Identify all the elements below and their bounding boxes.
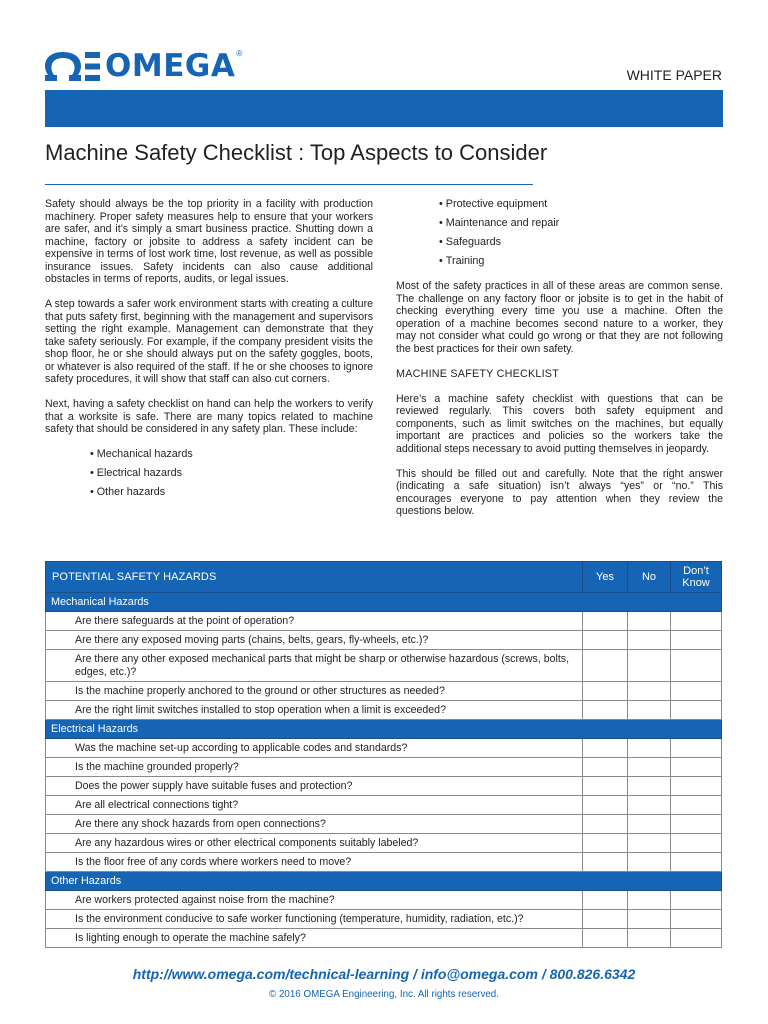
table-header-yes: Yes (583, 562, 628, 593)
left-column (45, 198, 373, 511)
table-header-no: No (628, 562, 671, 593)
question-text: Are there any other exposed mechanical parts that might be sharp or otherwise hazardous (screws, bolts, edges, etc.)? (46, 650, 583, 682)
answer-no-cell[interactable] (628, 682, 671, 701)
answer-no-cell[interactable] (628, 929, 671, 948)
answer-dont-know-cell[interactable] (671, 834, 722, 853)
topic-list (45, 448, 373, 499)
answer-dont-know-cell[interactable] (671, 891, 722, 910)
question-text: Is lighting enough to operate the machine safely? (46, 929, 583, 948)
question-text: Are there any exposed moving parts (chains, belts, gears, fly-wheels, etc.)? (46, 631, 583, 650)
answer-dont-know-cell[interactable] (671, 631, 722, 650)
list-item: • Protective equipment (439, 198, 723, 211)
answer-no-cell[interactable] (628, 739, 671, 758)
answer-yes-cell[interactable] (583, 758, 628, 777)
logo-wordmark: OMEGA (105, 48, 236, 84)
list-item: • Other hazards (90, 486, 373, 499)
question-text: Does the power supply have suitable fuses and protection? (46, 777, 583, 796)
section-row-other: Other Hazards (46, 872, 722, 891)
question-text: Are any hazardous wires or other electrical components suitably labeled? (46, 834, 583, 853)
answer-dont-know-cell[interactable] (671, 701, 722, 720)
answer-yes-cell[interactable] (583, 682, 628, 701)
answer-yes-cell[interactable] (583, 891, 628, 910)
question-text: Is the environment conducive to safe worker functioning (temperature, humidity, radiation, etc.)? (46, 910, 583, 929)
answer-yes-cell[interactable] (583, 910, 628, 929)
answer-no-cell[interactable] (628, 650, 671, 682)
practices-paragraph: Most of the safety practices in all of these areas are common sense. The challenge on any factory floor or jobsite is to get in the habit of checking everything every time you use a machine. Often the operation of a machine becomes second nature to a worker, they may not consider what could go wrong or that they are not following the best practices for their own safety. (396, 280, 723, 355)
fill-out-paragraph: This should be filled out and carefully. Note that the right answer (indicating a safe situation) isn’t always “yes” or “no.” This encourages everyone to pay attention when they review the questions below. (396, 467, 723, 517)
answer-dont-know-cell[interactable] (671, 853, 722, 872)
answer-no-cell[interactable] (628, 701, 671, 720)
question-text: Is the floor free of any cords where workers need to move? (46, 853, 583, 872)
table-header-dont-know: Don’t Know (671, 562, 722, 593)
answer-yes-cell[interactable] (583, 929, 628, 948)
section-heading: MACHINE SAFETY CHECKLIST (396, 367, 559, 380)
answer-no-cell[interactable] (628, 834, 671, 853)
doc-type-label: WHITE PAPER (626, 67, 722, 83)
answer-yes-cell[interactable] (583, 834, 628, 853)
question-text: Are all electrical connections tight? (46, 796, 583, 815)
list-item: • Mechanical hazards (90, 448, 373, 461)
question-text: Are the right limit switches installed to stop operation when a limit is exceeded? (46, 701, 583, 720)
footer-copyright: © 2016 OMEGA Engineering, Inc. All rights reserved. (269, 989, 499, 1000)
question-text: Are workers protected against noise from the machine? (46, 891, 583, 910)
answer-no-cell[interactable] (628, 815, 671, 834)
checklist-description-paragraph: Here’s a machine safety checklist with questions that can be reviewed regularly. This covers both safety equipment and components, such as limit switches on the machines, but equally important are practices and policies so the workers take the additional steps necessary to avoid putting themselves in jeopardy. (396, 392, 723, 455)
answer-dont-know-cell[interactable] (671, 815, 722, 834)
question-text: Are there any shock hazards from open connections? (46, 815, 583, 834)
page-title: Machine Safety Checklist : Top Aspects to Consider (45, 140, 548, 165)
right-column (396, 198, 723, 530)
list-item: • Electrical hazards (90, 467, 373, 480)
answer-yes-cell[interactable] (583, 853, 628, 872)
table-header-hazards: POTENTIAL SAFETY HAZARDS (46, 562, 583, 593)
answer-dont-know-cell[interactable] (671, 796, 722, 815)
answer-dont-know-cell[interactable] (671, 777, 722, 796)
question-text: Are there safeguards at the point of operation? (46, 612, 583, 631)
intro-paragraph: Safety should always be the top priority in a facility with production machinery. Proper safety measures help to ensure that your workers are safer, and it’s simply a smart business practice. Shutting down a machine, factory or jobsite to address a safety incident can be expensive in terms of lost work time, lost revenue, as well as possible insurance issues. Safety incidents can also cause additional obstacles in terms of reports, audits, or legal issues. (45, 198, 373, 285)
question-text: Is the machine grounded properly? (46, 758, 583, 777)
answer-no-cell[interactable] (628, 631, 671, 650)
culture-paragraph: A step towards a safer work environment starts with creating a culture that puts safety first, beginning with the management and supervisors setting the right example. Management can demonstrate that they take safety seriously. For example, if the company president visits the shop floor, he or she should always put on the safety goggles, boots, or whatever is also required of the staff. If he or she chooses to ignore safety procedures, it will show that staff can also cut corners. (45, 298, 373, 385)
answer-yes-cell[interactable] (583, 796, 628, 815)
question-text: Is the machine properly anchored to the ground or other structures as needed? (46, 682, 583, 701)
answer-no-cell[interactable] (628, 612, 671, 631)
answer-dont-know-cell[interactable] (671, 758, 722, 777)
answer-dont-know-cell[interactable] (671, 739, 722, 758)
header-band (45, 90, 723, 127)
safety-checklist-table (45, 561, 722, 948)
answer-yes-cell[interactable] (583, 650, 628, 682)
answer-dont-know-cell[interactable] (671, 910, 722, 929)
list-item: • Maintenance and repair (439, 217, 723, 230)
section-row-electrical: Electrical Hazards (46, 720, 722, 739)
answer-no-cell[interactable] (628, 758, 671, 777)
footer-contact-links[interactable]: http://www.omega.com/technical-learning / info@omega.com / 800.826.6342 (132, 966, 636, 982)
list-item: • Training (439, 255, 723, 268)
topic-list-continued (396, 198, 723, 268)
answer-dont-know-cell[interactable] (671, 929, 722, 948)
answer-yes-cell[interactable] (583, 739, 628, 758)
list-item: • Safeguards (439, 236, 723, 249)
answer-no-cell[interactable] (628, 910, 671, 929)
answer-no-cell[interactable] (628, 796, 671, 815)
omega-logo (45, 49, 242, 83)
answer-yes-cell[interactable] (583, 777, 628, 796)
logo-registered-mark: ® (236, 49, 243, 58)
answer-yes-cell[interactable] (583, 631, 628, 650)
answer-yes-cell[interactable] (583, 815, 628, 834)
question-text: Was the machine set-up according to applicable codes and standards? (46, 739, 583, 758)
answer-no-cell[interactable] (628, 777, 671, 796)
section-row-mechanical: Mechanical Hazards (46, 593, 722, 612)
answer-no-cell[interactable] (628, 853, 671, 872)
title-divider (45, 184, 533, 185)
answer-yes-cell[interactable] (583, 612, 628, 631)
answer-dont-know-cell[interactable] (671, 650, 722, 682)
answer-dont-know-cell[interactable] (671, 682, 722, 701)
answer-yes-cell[interactable] (583, 701, 628, 720)
answer-dont-know-cell[interactable] (671, 612, 722, 631)
omega-logo-icon (45, 49, 101, 83)
answer-no-cell[interactable] (628, 891, 671, 910)
checklist-intro-paragraph: Next, having a safety checklist on hand can help the workers to verify that a worksite is safe. There are many topics related to machine safety that should be considered in any safety plan. These include: (45, 398, 373, 435)
